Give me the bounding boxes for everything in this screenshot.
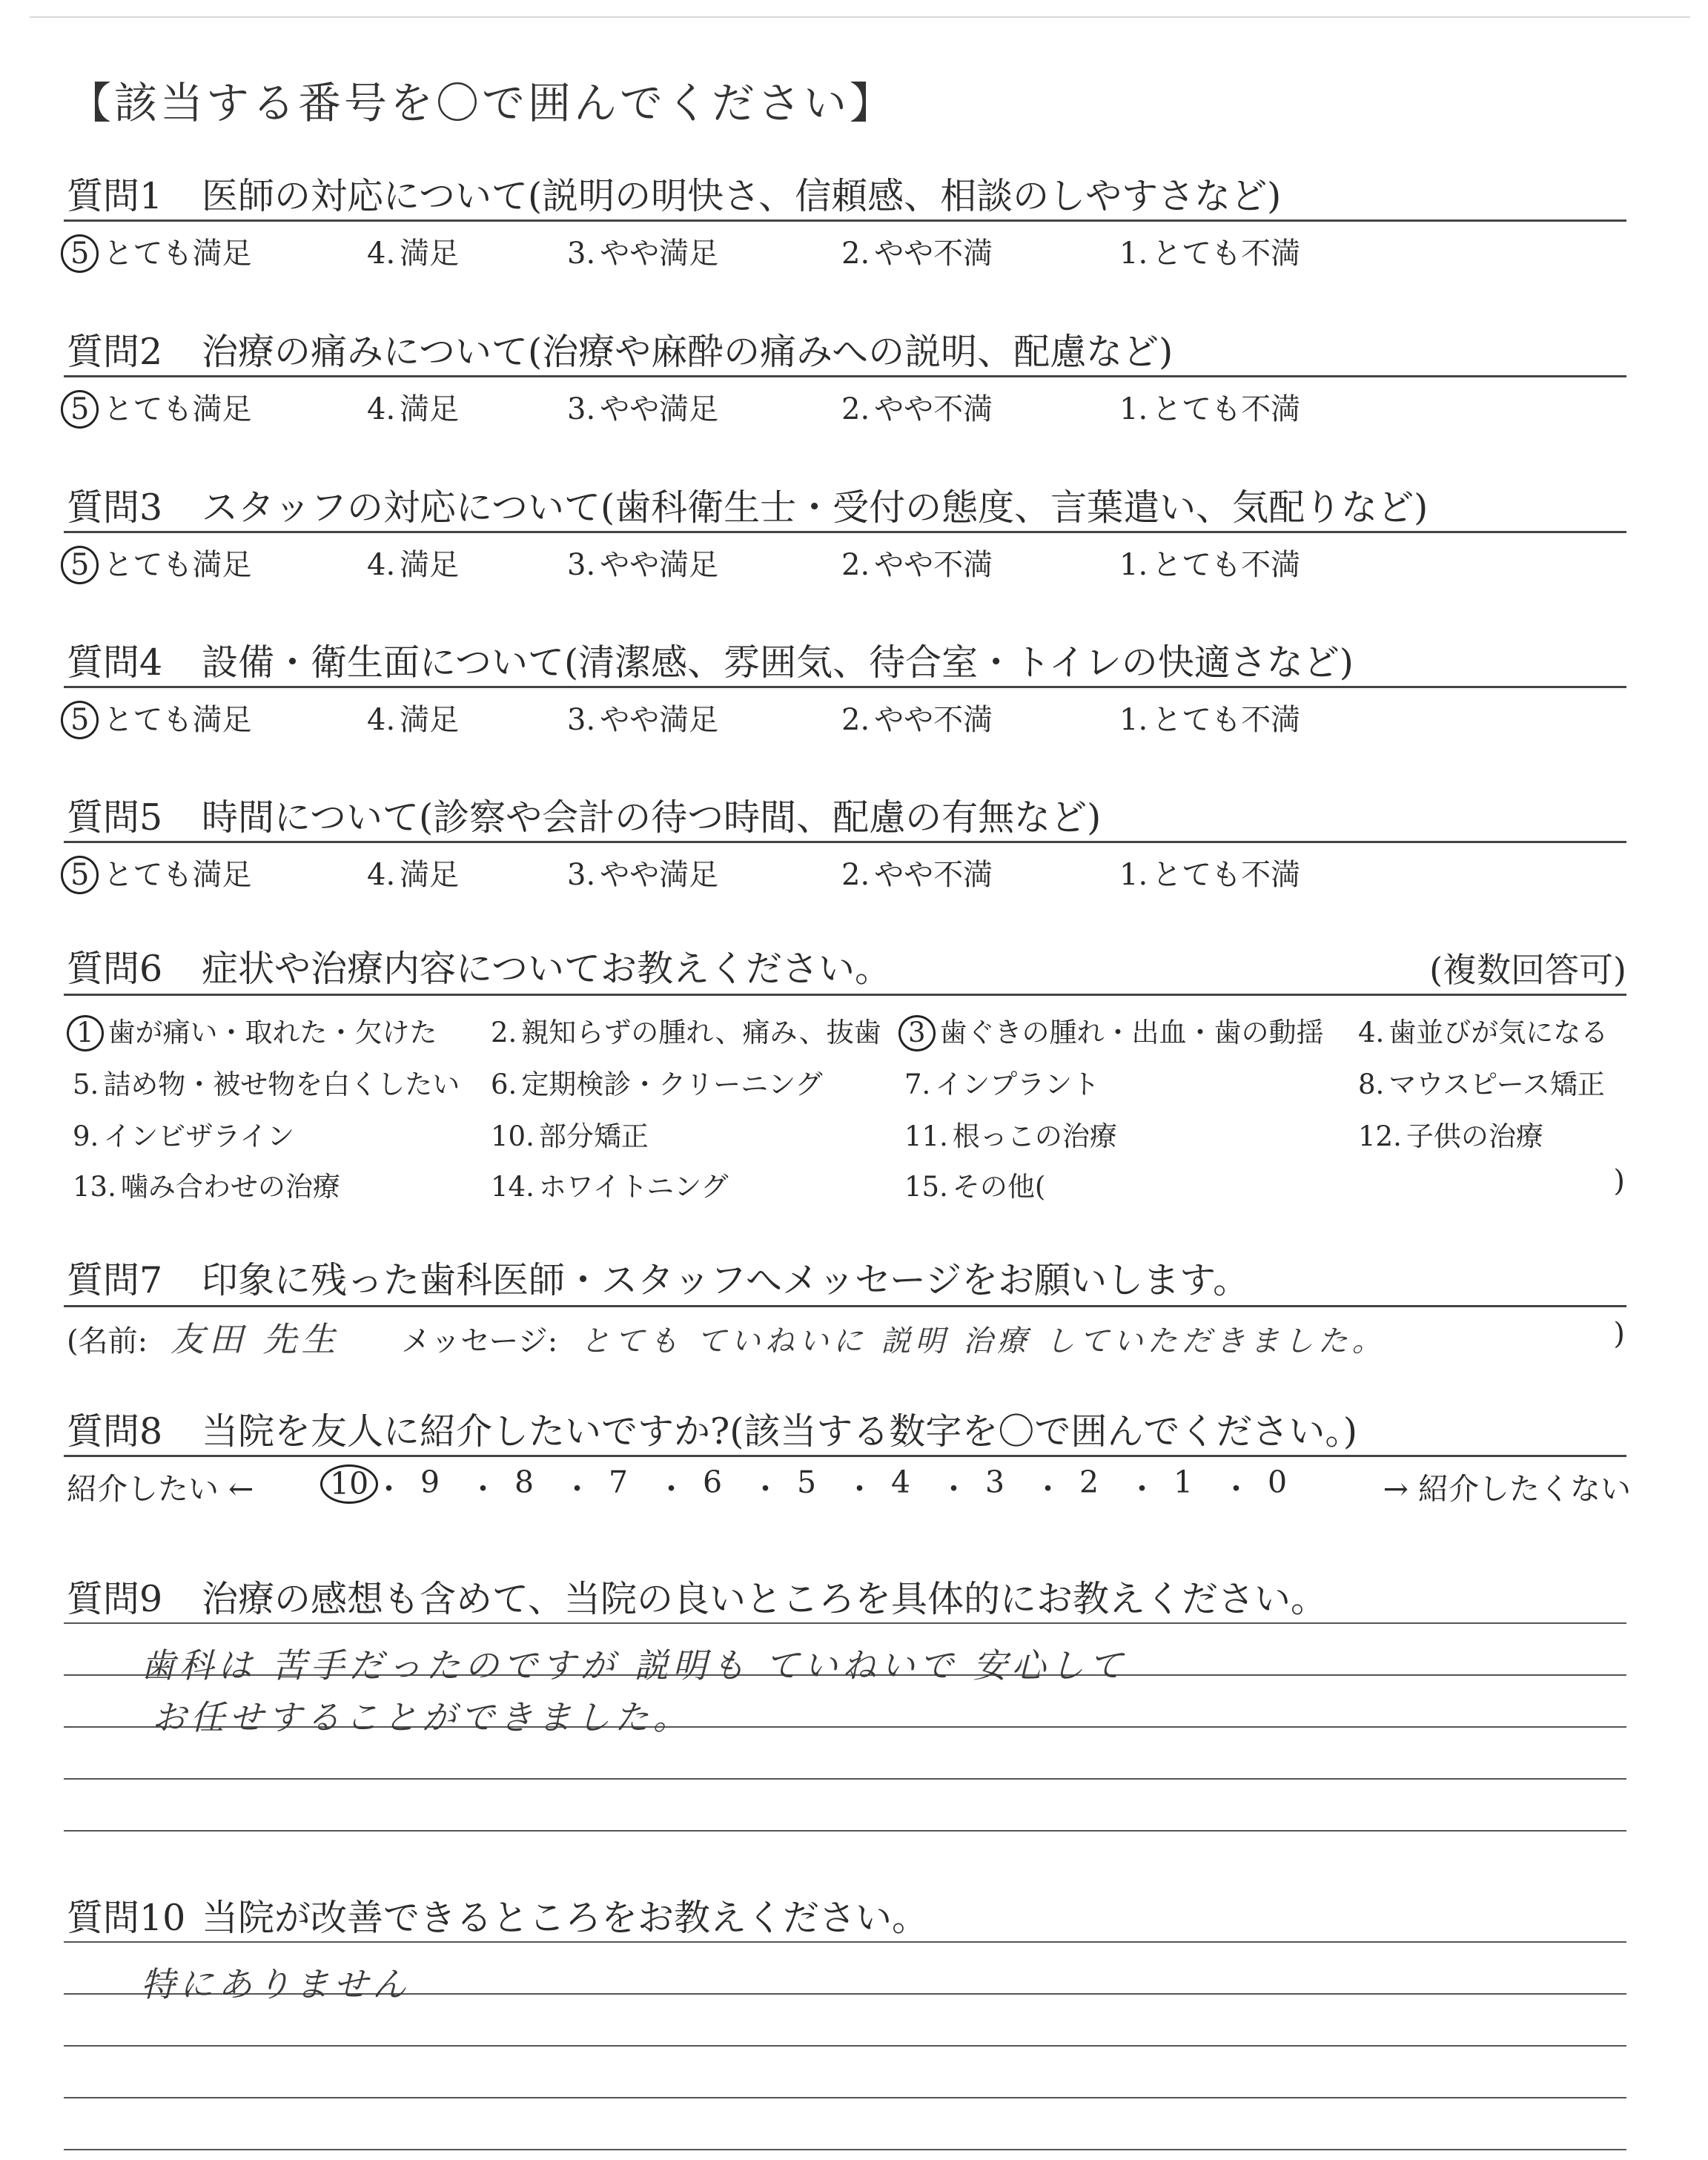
option-number: 2. <box>841 237 870 271</box>
q7-message-value[interactable]: とても ていねいに 説明 治療 していただきました。 <box>580 1324 1386 1358</box>
option-label: とても満足 <box>103 237 252 271</box>
q3-text: スタッフの対応について(歯科衛生士・受付の態度、言葉遣い、気配りなど) <box>202 486 1429 529</box>
q6-text: 症状や治療内容についてお教えください。 <box>202 948 892 990</box>
option-label: 歯並びが気になる <box>1388 1017 1609 1048</box>
option-label: やや満足 <box>600 703 719 737</box>
q8-rule <box>64 1455 1626 1457</box>
option-label: 満足 <box>400 237 460 271</box>
q3-option-1[interactable] <box>1119 541 1300 584</box>
q1-rule <box>64 219 1626 222</box>
q4-heading <box>67 634 1354 686</box>
page-top-edge <box>30 16 1690 18</box>
q2-option-5[interactable] <box>67 386 251 429</box>
q7-rule <box>64 1305 1626 1307</box>
option-label: 子供の治療 <box>1406 1120 1543 1152</box>
q6-option-8[interactable] <box>1358 1062 1605 1102</box>
option-number: 1 <box>67 1015 104 1051</box>
option-label: 満足 <box>400 548 460 582</box>
q10-heading <box>67 1889 928 1941</box>
q8-scale-5[interactable]: 5 <box>797 1464 817 1500</box>
option-label: とても満足 <box>103 858 252 892</box>
option-label: 歯が痛い・取れた・欠けた <box>107 1017 437 1048</box>
q7-answer-row <box>67 1312 1386 1361</box>
q1-option-4[interactable] <box>367 230 459 272</box>
q8-scale-8[interactable]: 8 <box>514 1464 534 1500</box>
option-label: とても満足 <box>103 703 252 737</box>
q9-ruled-line <box>64 1778 1626 1780</box>
q9-text: 治療の感想も含めて、当院の良いところを具体的にお教えください。 <box>202 1578 1328 1620</box>
q9-heading <box>67 1571 1327 1622</box>
q8-scale <box>67 1464 1631 1516</box>
q9-ruled-line <box>64 1830 1626 1832</box>
q3-option-5[interactable] <box>67 541 251 584</box>
page-title: 【該当する番号を〇で囲んでください】 <box>68 78 896 128</box>
q2-heading <box>67 323 1173 375</box>
option-label: やや不満 <box>874 858 993 892</box>
q6-multi-answer-note: (複数回答可) <box>1429 950 1626 990</box>
q4-option-1[interactable] <box>1119 696 1300 739</box>
option-number: 4. <box>367 237 396 271</box>
q6-option-10[interactable] <box>491 1114 649 1154</box>
q10-ruled-line <box>64 2149 1626 2150</box>
q8-scale-7[interactable]: 7 <box>609 1464 629 1500</box>
option-label: インプラント <box>935 1069 1100 1100</box>
option-label: やや不満 <box>874 392 993 426</box>
q8-separator: ・ <box>1033 1471 1063 1507</box>
option-number: 3. <box>567 858 596 892</box>
q5-option-3[interactable] <box>567 851 718 894</box>
q5-heading <box>67 789 1101 841</box>
q8-scale-1[interactable]: 1 <box>1174 1464 1194 1500</box>
option-number: 5 <box>61 390 99 429</box>
q1-options <box>67 230 1631 274</box>
q9-handwritten-answer: お任せすることができました。 <box>152 1697 692 1737</box>
q8-scale-3[interactable]: 3 <box>985 1464 1005 1500</box>
option-label: とても満足 <box>103 392 252 426</box>
option-label: とても不満 <box>1152 703 1301 737</box>
q6-option-15[interactable] <box>904 1164 1045 1204</box>
option-number: 4. <box>367 858 396 892</box>
option-label: マウスピース矯正 <box>1388 1069 1605 1100</box>
q1-option-2[interactable] <box>841 230 993 272</box>
option-label: 部分矯正 <box>538 1120 649 1152</box>
option-number: 1. <box>1119 392 1148 426</box>
option-number: 1. <box>1119 237 1148 271</box>
option-label: やや不満 <box>874 237 993 271</box>
q2-option-1[interactable] <box>1119 386 1300 428</box>
option-number: 2. <box>491 1017 517 1048</box>
q6-option-6[interactable] <box>491 1062 823 1102</box>
q2-rule <box>64 375 1626 377</box>
option-label: 根っこの治療 <box>952 1120 1117 1152</box>
option-number: 5 <box>61 546 99 584</box>
q8-separator: ・ <box>939 1471 969 1507</box>
option-label: ホワイトニング <box>538 1171 729 1203</box>
option-label: 満足 <box>400 392 460 426</box>
q9-handwritten-answer: 歯科は 苦手だったのですが 説明も ていねいで 安心して <box>141 1645 1128 1685</box>
q6-option-9[interactable] <box>73 1114 294 1154</box>
q6-number: 質問6 <box>67 948 163 990</box>
q2-text: 治療の痛みについて(治療や麻酔の痛みへの説明、配慮など) <box>202 331 1174 373</box>
q7-name-value[interactable]: 友田 先生 <box>170 1319 340 1359</box>
q4-option-3[interactable] <box>567 696 718 739</box>
option-label: その他( <box>952 1171 1046 1203</box>
option-number: 3. <box>567 392 596 426</box>
q9-number: 質問9 <box>67 1578 163 1620</box>
q10-handwritten-answer: 特にありません <box>141 1964 411 2004</box>
q8-scale-9[interactable]: 9 <box>420 1464 440 1500</box>
q1-number: 質問1 <box>67 175 163 217</box>
option-label: 満足 <box>400 703 460 737</box>
q5-rule <box>64 841 1626 843</box>
q5-option-2[interactable] <box>841 851 993 894</box>
option-number: 12. <box>1358 1120 1402 1152</box>
q8-left-label: 紹介したい ← <box>67 1471 254 1507</box>
option-number: 15. <box>904 1171 948 1203</box>
option-number: 5. <box>73 1069 99 1100</box>
option-label: やや不満 <box>874 548 993 582</box>
q3-option-4[interactable] <box>367 541 459 584</box>
q1-option-3[interactable] <box>567 230 718 272</box>
q3-option-3[interactable] <box>567 541 718 584</box>
option-number: 7. <box>904 1069 931 1100</box>
option-number: 8. <box>1358 1069 1385 1100</box>
option-number: 2. <box>841 392 870 426</box>
q4-options <box>67 696 1631 741</box>
q3-number: 質問3 <box>67 486 163 529</box>
option-label: とても不満 <box>1152 858 1301 892</box>
q5-number: 質問5 <box>67 796 163 839</box>
q4-text: 設備・衛生面について(清潔感、雰囲気、待合室・トイレの快適さなど) <box>202 641 1354 684</box>
q6-option-11[interactable] <box>904 1114 1117 1154</box>
q7-close-paren: ) <box>1613 1317 1625 1351</box>
q10-number: 質問10 <box>67 1897 186 1939</box>
option-label: やや満足 <box>600 548 719 582</box>
q3-options <box>67 541 1631 586</box>
q6-option-7[interactable] <box>904 1062 1099 1102</box>
q2-option-2[interactable] <box>841 386 993 428</box>
q8-separator: ・ <box>1127 1471 1157 1507</box>
option-number: 5 <box>61 234 99 273</box>
q4-rule <box>64 686 1626 688</box>
q8-text: 当院を友人に紹介したいですか?(該当する数字を〇で囲んでください。) <box>202 1410 1358 1453</box>
option-number: 1. <box>1119 703 1148 737</box>
option-label: やや不満 <box>874 703 993 737</box>
option-number: 10. <box>491 1120 534 1152</box>
q6-option-13[interactable] <box>73 1164 340 1204</box>
q2-options <box>67 386 1631 430</box>
option-number: 2. <box>841 858 870 892</box>
q10-ruled-line <box>64 2045 1626 2047</box>
q6-heading <box>67 940 891 992</box>
q4-option-4[interactable] <box>367 696 459 739</box>
q7-number: 質問7 <box>67 1259 163 1301</box>
option-number: 2. <box>841 703 870 737</box>
q6-option-14[interactable] <box>491 1164 729 1204</box>
option-number: 3. <box>567 237 596 271</box>
q3-rule <box>64 531 1626 533</box>
q3-option-2[interactable] <box>841 541 993 584</box>
q2-option-4[interactable] <box>367 386 459 428</box>
option-label: とても不満 <box>1152 392 1301 426</box>
q4-option-2[interactable] <box>841 696 993 739</box>
q6-option-1[interactable] <box>73 1010 437 1051</box>
option-label: やや満足 <box>600 858 719 892</box>
q7-name-label: (名前: <box>67 1324 148 1358</box>
q5-text: 時間について(診察や会計の待つ時間、配慮の有無など) <box>202 796 1102 839</box>
q8-scale-10[interactable]: 10 <box>320 1464 378 1504</box>
option-label: やや満足 <box>600 392 719 426</box>
q6-option-4[interactable] <box>1358 1010 1608 1050</box>
option-number: 4. <box>1358 1017 1385 1048</box>
q3-heading <box>67 479 1428 531</box>
q2-number: 質問2 <box>67 331 163 373</box>
q1-option-5[interactable] <box>67 230 251 273</box>
q8-scale-0[interactable]: 0 <box>1268 1464 1288 1500</box>
q8-separator: ・ <box>562 1471 592 1507</box>
q5-option-1[interactable] <box>1119 851 1300 894</box>
option-number: 4. <box>367 703 396 737</box>
q1-heading <box>67 168 1281 219</box>
q6-option-3[interactable] <box>904 1010 1324 1051</box>
q5-option-4[interactable] <box>367 851 459 894</box>
option-number: 4. <box>367 548 396 582</box>
option-number: 9. <box>73 1120 99 1152</box>
option-number: 2. <box>841 548 870 582</box>
q10-ruled-line <box>64 2097 1626 2098</box>
q8-right-label: → 紹介したくない <box>1383 1471 1631 1507</box>
q6-option-5[interactable] <box>73 1062 460 1102</box>
q9-ruled-line <box>64 1622 1626 1624</box>
option-label: 定期検診・クリーニング <box>521 1069 823 1100</box>
q2-option-3[interactable] <box>567 386 718 428</box>
q8-separator: ・ <box>374 1471 404 1507</box>
option-number: 11. <box>904 1120 948 1152</box>
option-label: とても不満 <box>1152 237 1301 271</box>
q10-text: 当院が改善できるところをお教えください。 <box>202 1897 929 1939</box>
q8-separator: ・ <box>468 1471 498 1507</box>
q8-scale-6[interactable]: 6 <box>703 1464 723 1500</box>
option-number: 3 <box>898 1015 936 1051</box>
option-number: 5 <box>61 856 99 894</box>
q8-separator: ・ <box>750 1471 781 1507</box>
option-number: 4. <box>367 392 396 426</box>
q10-ruled-line <box>64 1941 1626 1943</box>
q8-scale-4[interactable]: 4 <box>891 1464 911 1500</box>
option-label: やや満足 <box>600 237 719 271</box>
option-number: 6. <box>491 1069 517 1100</box>
option-label: インビザライン <box>103 1120 295 1152</box>
q8-scale-2[interactable]: 2 <box>1079 1464 1099 1500</box>
option-label: 満足 <box>400 858 460 892</box>
q5-option-5[interactable] <box>67 851 251 894</box>
q4-option-5[interactable] <box>67 696 251 739</box>
q8-separator: ・ <box>656 1471 686 1507</box>
option-number: 1. <box>1119 548 1148 582</box>
q6-option-12[interactable] <box>1358 1114 1543 1154</box>
q7-message-label: メッセージ: <box>401 1324 558 1358</box>
option-label: 詰め物・被せ物を白くしたい <box>103 1069 460 1100</box>
q5-options <box>67 851 1631 896</box>
option-number: 5 <box>61 701 99 739</box>
q8-separator: ・ <box>844 1471 875 1507</box>
option-label: 噛み合わせの治療 <box>120 1171 340 1203</box>
option-label: とても満足 <box>103 548 252 582</box>
q8-number: 質問8 <box>67 1410 163 1453</box>
option-number: 3. <box>567 548 596 582</box>
option-label: 歯ぐきの腫れ・出血・歯の動揺 <box>939 1017 1324 1048</box>
q6-rule <box>64 994 1626 996</box>
q7-text: 印象に残った歯科医師・スタッフへメッセージをお願いします。 <box>202 1259 1250 1301</box>
q8-separator: ・ <box>1221 1471 1251 1507</box>
q6-other-close-paren: ) <box>1613 1164 1625 1198</box>
option-number: 1. <box>1119 858 1148 892</box>
q6-option-2[interactable] <box>491 1010 881 1050</box>
q7-heading <box>67 1252 1249 1304</box>
option-label: とても不満 <box>1152 548 1301 582</box>
q4-number: 質問4 <box>67 641 163 684</box>
q1-text: 医師の対応について(説明の明快さ、信頼感、相談のしやすさなど) <box>202 175 1282 217</box>
option-number: 14. <box>491 1171 534 1203</box>
option-number: 3. <box>567 703 596 737</box>
q8-heading <box>67 1403 1357 1455</box>
option-number: 13. <box>73 1171 116 1203</box>
q1-option-1[interactable] <box>1119 230 1300 272</box>
option-label: 親知らずの腫れ、痛み、抜歯 <box>521 1017 881 1048</box>
